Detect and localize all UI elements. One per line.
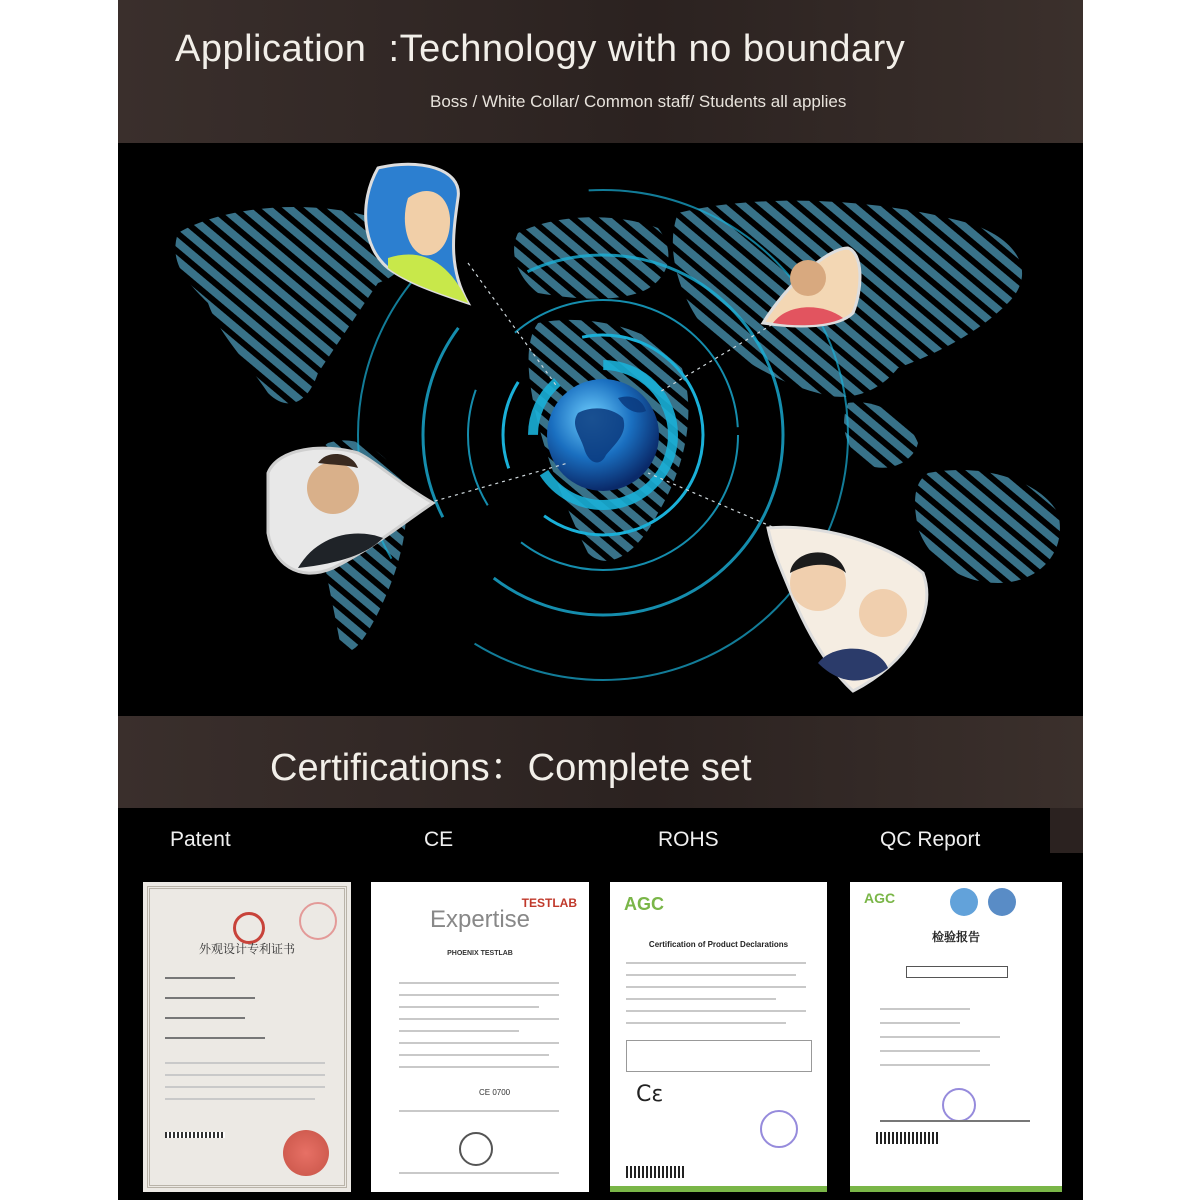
world-map-illustration	[118, 143, 1083, 716]
rohs-document	[610, 882, 827, 1192]
patent-heading: 外观设计专利证书	[198, 942, 295, 956]
rohs-brand: AGC	[624, 894, 664, 914]
barcode-icon	[165, 1132, 225, 1138]
ce-brand: TESTLAB	[521, 896, 577, 910]
rohs-seal-icon	[760, 1110, 798, 1148]
patent-document	[143, 882, 351, 1192]
qc-barcode-icon	[876, 1132, 940, 1144]
cert-label-qc-report: QC Report	[880, 828, 981, 851]
page-title: Application :Technology with no boundary	[175, 28, 906, 70]
rohs-table	[626, 1040, 812, 1072]
ce-heading: Expertise	[429, 906, 531, 933]
cnas-logo-icon	[988, 888, 1016, 916]
qc-heading: 检验报告	[931, 930, 980, 944]
header-banner	[118, 0, 1083, 143]
decorative-strip	[1050, 808, 1083, 853]
stamp-icon	[299, 902, 337, 940]
world-map-graphic	[118, 143, 1083, 716]
page-subtitle: Boss / White Collar/ Common staff/ Students all applies	[430, 92, 847, 111]
cert-label-patent: Patent	[170, 828, 231, 851]
testlab-seal-icon	[459, 1132, 493, 1166]
ce-document	[371, 882, 589, 1192]
portrait-businessman	[268, 448, 433, 573]
ce-mark: CE 0700	[479, 1088, 511, 1097]
ilac-logo-icon	[950, 888, 978, 916]
globe-icon	[547, 379, 659, 491]
portrait-young-woman	[366, 164, 468, 303]
qc-seal-icon	[942, 1088, 976, 1122]
certifications-title: Certifications：Complete set	[270, 747, 752, 789]
cert-label-rohs: ROHS	[658, 828, 719, 851]
ce-logo-icon: Cε	[636, 1082, 664, 1107]
ce-subheading: PHOENIX TESTLAB	[447, 950, 513, 957]
rohs-heading: Certification of Product Declarations	[648, 940, 789, 949]
certifications-banner	[118, 716, 1083, 808]
red-seal-icon	[283, 1130, 329, 1176]
qc-report-document	[850, 882, 1062, 1192]
qc-brand: AGC	[864, 890, 896, 906]
cert-label-ce: CE	[424, 828, 454, 851]
rohs-barcode-icon	[626, 1166, 686, 1178]
portrait-students	[768, 527, 927, 691]
